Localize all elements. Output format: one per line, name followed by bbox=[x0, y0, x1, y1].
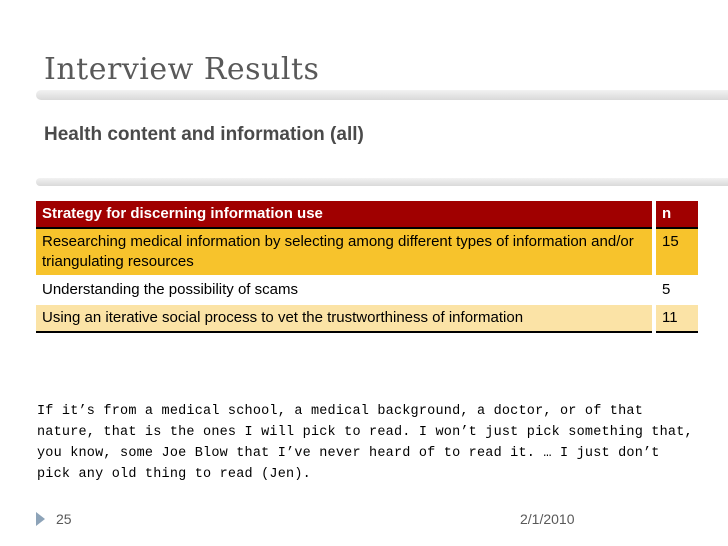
triangle-right-icon bbox=[36, 512, 45, 526]
subtitle-divider-band bbox=[36, 178, 728, 186]
slide-subtitle: Health content and information (all) bbox=[44, 124, 364, 145]
table-row bbox=[36, 276, 698, 304]
strategy-cell: Using an iterative social process to vet the trustworthiness of information bbox=[36, 304, 654, 332]
title-divider-band bbox=[36, 90, 728, 100]
interview-quote: If it’s from a medical school, a medical background, a doctor, or of that nature, that is the ones I will pick to read. I won’t just pick something that, you know, some Joe Blow that I’ve never heard of to read it. … I just don’t pick any old thing to read (Jen). bbox=[37, 404, 693, 482]
strategy-cell: Understanding the possibility of scams bbox=[36, 276, 654, 304]
table-row bbox=[36, 228, 698, 276]
table-header-row bbox=[36, 201, 698, 228]
count-cell: 5 bbox=[654, 276, 698, 304]
strategy-cell: Researching medical information by selecting among different types of information and/or triangulating resources bbox=[36, 228, 654, 276]
count-cell: 15 bbox=[654, 228, 698, 276]
column-header-n: n bbox=[654, 201, 698, 228]
strategies-table bbox=[36, 201, 698, 333]
count-cell: 11 bbox=[654, 304, 698, 332]
page-number: 25 bbox=[56, 511, 72, 527]
column-header-strategy: Strategy for discerning information use bbox=[36, 201, 654, 228]
footer-date: 2/1/2010 bbox=[520, 511, 575, 527]
table-row bbox=[36, 304, 698, 332]
slide-title: Interview Results bbox=[44, 52, 320, 87]
